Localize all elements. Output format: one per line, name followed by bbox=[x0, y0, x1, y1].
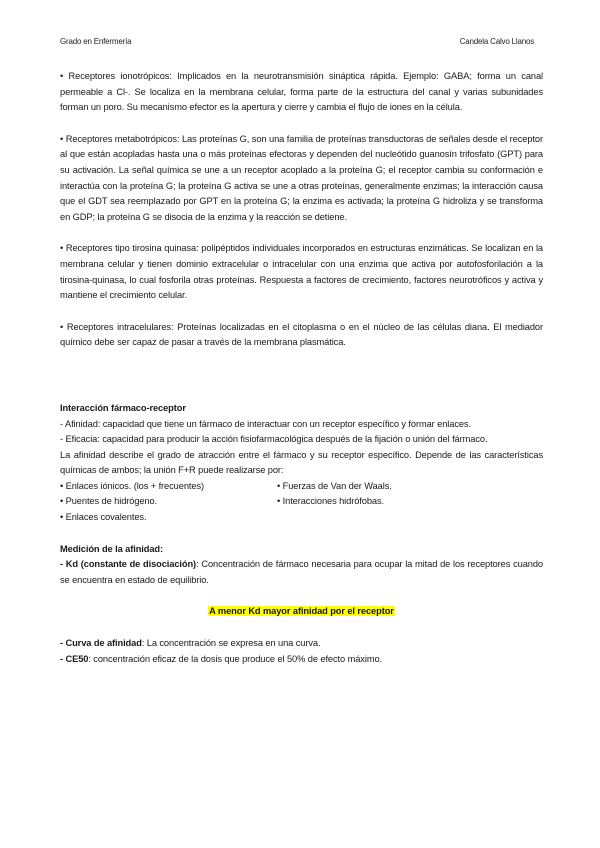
list-item: • Puentes de hidrógeno. bbox=[60, 496, 158, 507]
definition-ce50: : concentración eficaz de la dosis que produce el 50% de efecto máximo. bbox=[88, 653, 383, 664]
paragraph-intracelulares: • Receptores intracelulares: Proteínas localizadas en el citoplasma o en el núcleo de las células diana. El mediador químico debe ser capaz de pasar a través de la membrana plasmática. bbox=[60, 321, 543, 348]
section-title-medicion: Medición de la afinidad: bbox=[60, 543, 163, 554]
paragraph-afinidad-describe: La afinidad describe el grado de atracción entre el fármaco y su receptor específico. Depende de las características químicas de ambos; la unión F+R puede realizarse por: bbox=[60, 449, 543, 476]
definition-curva: : La concentración se expresa en una curva. bbox=[141, 638, 321, 649]
definition-kd: : Concentración de fármaco necesaria para ocupar la mitad de los receptores cuando se encuentra en estado de equilibrio. bbox=[60, 559, 543, 585]
paragraph-tirosina-quinasa: • Receptores tipo tirosina quinasa: polipéptidos individuales incorporados en estructuras enzimáticas. Se localizan en la membrana celular y tienen dominio extracelular o intracelular con una enzima que activa por autofosforilación a la tirosina-quinasa, lo cual fosforila otras proteínas. Respuesta a factores de crecimiento, factores neurotróficos y activa y mantiene el crecimiento celular. bbox=[60, 243, 543, 301]
enlaces-list bbox=[60, 479, 543, 526]
section-title-interaccion: Interacción fármaco-receptor bbox=[60, 402, 186, 413]
header-author: Candela Calvo Llanos bbox=[459, 37, 534, 46]
list-item: • Fuerzas de Van der Waals. bbox=[277, 480, 392, 491]
line-curva bbox=[60, 636, 543, 652]
term-ce50: - CE50 bbox=[60, 653, 89, 664]
highlight-line bbox=[60, 604, 543, 620]
list-item: • Enlaces covalentes. bbox=[60, 512, 147, 523]
header-course: Grado en Enfermería bbox=[60, 37, 132, 46]
line-afinidad: - Afinidad: capacidad que tiene un fármaco de interactuar con un receptor específico y formar enlaces. bbox=[60, 418, 471, 429]
line-ce50 bbox=[60, 652, 543, 668]
list-item: • Interacciones hidrófobas. bbox=[277, 496, 385, 507]
paragraph-kd bbox=[60, 557, 543, 588]
line-eficacia: - Eficacia: capacidad para producir la acción fisiofarmacológica después de la fijación o unión del fármaco. bbox=[60, 434, 488, 445]
document-body bbox=[60, 69, 543, 667]
enlaces-column-1 bbox=[60, 479, 277, 526]
enlaces-column-2 bbox=[277, 479, 494, 526]
highlighted-statement: A menor Kd mayor afinidad por el receptor bbox=[209, 606, 394, 617]
term-kd: - Kd (constante de disociación) bbox=[60, 559, 197, 570]
paragraph-metabotropicos: • Receptores metabotrópicos: Las proteínas G, son una familia de proteínas transductoras de señales desde el receptor al que están acopladas hasta una o más proteínas efectoras y dependen del nucleótido guanosín trifosfato (GPT) para su activación. La señal química se une a un receptor acoplado a la proteína G; el receptor cambia su conformación e interactúa con la proteína G; la proteína G activa se une a otras proteínas, generalmente enzimas; la interacción causa que el GDT sea reemplazado por GPT en la proteína G; la enzima es activada; la proteína G hidroliza y se transforma en GDP; la proteína G se disocia de la enzima y la reacción se detiene. bbox=[60, 133, 543, 222]
paragraph-ionotropicos: • Receptores ionotrópicos: Implicados en la neurotransmisión sináptica rápida. Ejemplo: GABA; forma un canal permeable a Cl-. Se localiza en la membrana celular, forma parte de la estructura del canal y varias subunidades forman un poro. Su mecanismo efector es la apertura y cierre y cambia el flujo de iones en la célula. bbox=[60, 71, 543, 113]
list-item: • Enlaces iónicos. (los + frecuentes) bbox=[60, 480, 204, 491]
term-curva: - Curva de afinidad bbox=[60, 638, 142, 649]
